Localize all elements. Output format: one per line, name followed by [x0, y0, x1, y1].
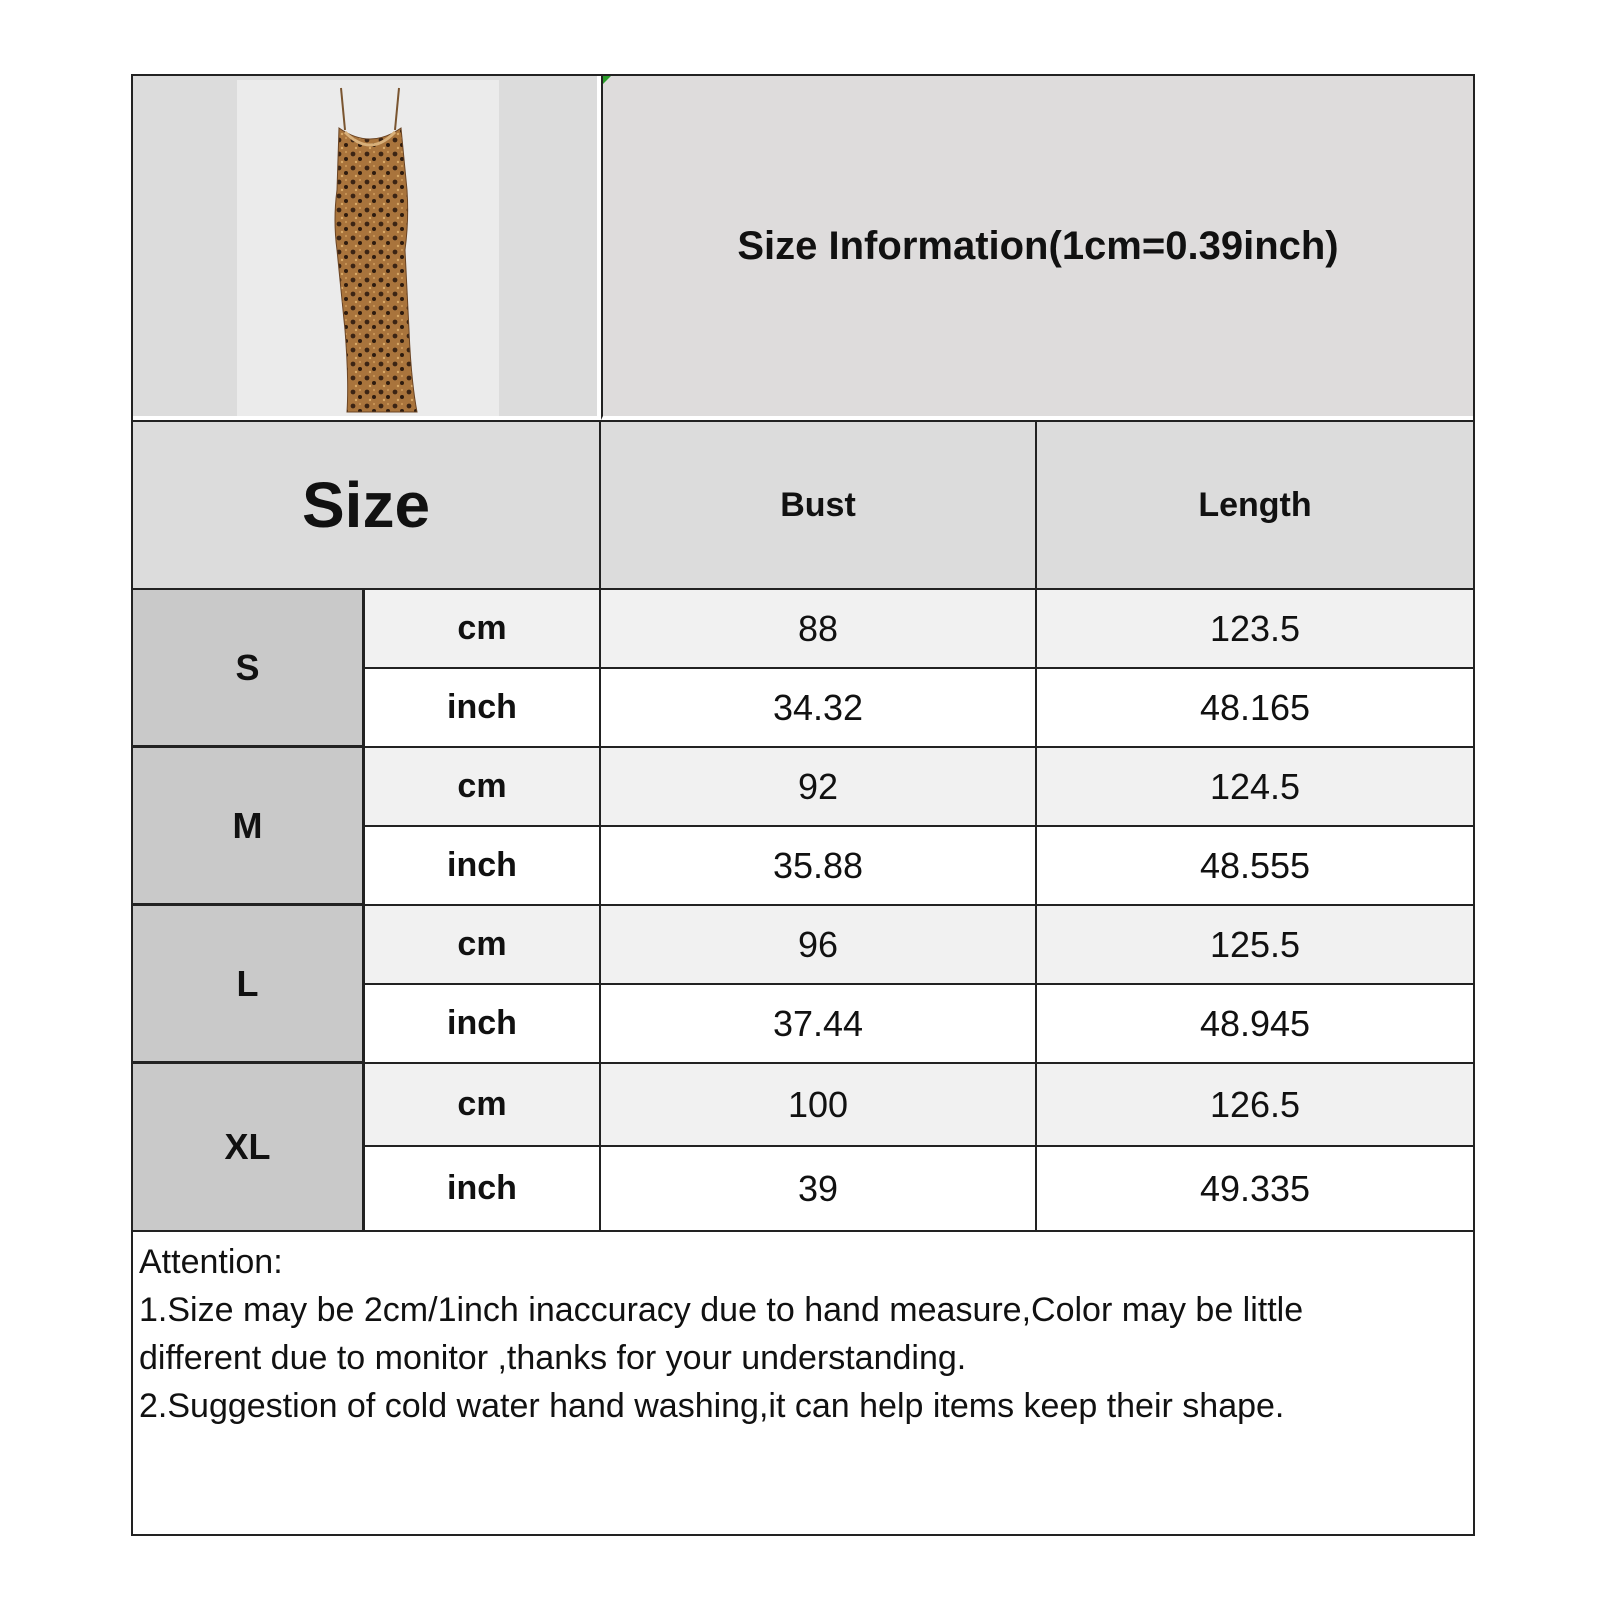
unit-inch: [365, 985, 601, 1064]
note-line: different due to monitor ,thanks for your understanding.: [139, 1339, 967, 1377]
attention-notes: [133, 1230, 1473, 1534]
unit-text: inch: [447, 1004, 517, 1042]
header-bust-label: Bust: [780, 485, 856, 524]
bust-value: [601, 1147, 1037, 1230]
header-length: [1037, 420, 1473, 590]
header-size-label: Size: [301, 469, 431, 541]
unit-text: inch: [447, 1169, 517, 1207]
header-bust: [601, 420, 1037, 590]
product-image: [237, 80, 499, 416]
value-text: 49.335: [1199, 1167, 1311, 1209]
size-label-xl: [133, 1064, 365, 1230]
leopard-dress-image: [237, 80, 499, 416]
length-value: [1037, 1147, 1473, 1230]
length-value: [1037, 1064, 1473, 1147]
unit-cm: [365, 748, 601, 827]
unit-text: inch: [447, 688, 517, 726]
length-value: [1037, 985, 1473, 1064]
value-text: 88: [797, 607, 839, 649]
value-text: 48.945: [1199, 1002, 1311, 1044]
bust-value: [601, 906, 1037, 985]
title-cell: [601, 76, 1473, 420]
size-chart: [131, 74, 1475, 1536]
note-line: 1.Size may be 2cm/1inch inaccuracy due to hand measure,Color may be little: [139, 1291, 1304, 1329]
value-text: 92: [797, 765, 839, 807]
length-value: [1037, 906, 1473, 985]
length-value: [1037, 827, 1473, 906]
value-text: 96: [797, 923, 839, 965]
value-text: 39: [797, 1167, 839, 1209]
unit-text: inch: [447, 846, 517, 884]
size-text: L: [236, 962, 259, 1004]
size-text: XL: [224, 1126, 271, 1167]
bust-value: [601, 827, 1037, 906]
value-text: 48.555: [1199, 844, 1311, 886]
attention-heading: Attention:: [139, 1243, 283, 1281]
size-label-s: [133, 590, 365, 748]
bust-value: [601, 590, 1037, 669]
page-title: Size Information(1cm=0.39inch): [737, 223, 1339, 268]
unit-inch: [365, 669, 601, 748]
product-image-cell: [133, 76, 601, 420]
value-text: 48.165: [1199, 686, 1311, 728]
value-text: 123.5: [1209, 607, 1301, 649]
size-label-m: [133, 748, 365, 906]
cell-marker-icon: [603, 76, 611, 84]
header-length-label: Length: [1198, 485, 1312, 524]
bust-value: [601, 748, 1037, 827]
value-text: 34.32: [772, 686, 864, 728]
size-text: S: [235, 646, 260, 688]
value-text: 124.5: [1209, 765, 1301, 807]
length-value: [1037, 669, 1473, 748]
unit-cm: [365, 590, 601, 669]
unit-cm: [365, 1064, 601, 1147]
value-text: 125.5: [1209, 923, 1301, 965]
unit-inch: [365, 1147, 601, 1230]
header-size: [133, 420, 601, 590]
value-text: 100: [787, 1083, 849, 1125]
bust-value: [601, 669, 1037, 748]
bust-value: [601, 1064, 1037, 1147]
unit-text: cm: [457, 609, 507, 647]
unit-text: cm: [457, 1085, 507, 1123]
unit-text: cm: [457, 767, 507, 805]
size-label-l: [133, 906, 365, 1064]
value-text: 126.5: [1209, 1083, 1301, 1125]
note-line: 2.Suggestion of cold water hand washing,it can help items keep their shape.: [139, 1387, 1285, 1425]
value-text: 35.88: [772, 844, 864, 886]
value-text: 37.44: [772, 1002, 864, 1044]
unit-inch: [365, 827, 601, 906]
bust-value: [601, 985, 1037, 1064]
unit-cm: [365, 906, 601, 985]
length-value: [1037, 748, 1473, 827]
size-text: M: [232, 804, 263, 846]
unit-text: cm: [457, 925, 507, 963]
length-value: [1037, 590, 1473, 669]
